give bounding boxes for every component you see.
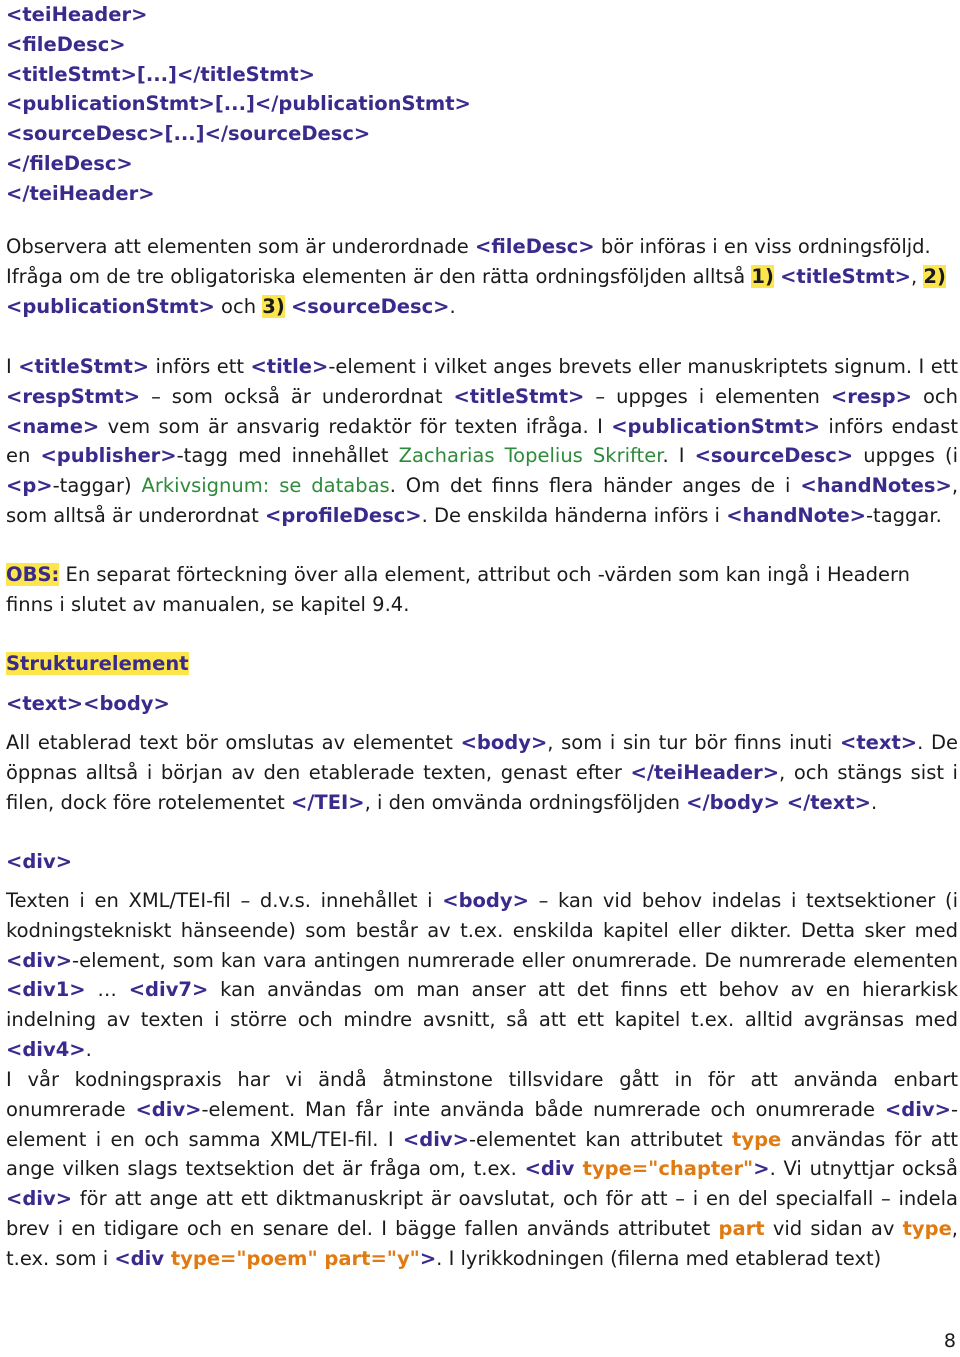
text-run: införs endast en bbox=[6, 414, 958, 468]
attribute-ref: type="chapter" bbox=[582, 1157, 754, 1181]
text-run: All etablerad text bör omslutas av elementet bbox=[6, 731, 461, 754]
attribute-ref: part bbox=[718, 1216, 765, 1240]
code-line: <titleStmt>[...]</titleStmt> bbox=[6, 62, 316, 86]
text-run: , som i sin tur bör finns inuti bbox=[547, 731, 840, 754]
tag-ref: <sourceDesc> bbox=[290, 294, 450, 318]
text-run: vem som är ansvarig redaktör för texten ifråga. I bbox=[99, 414, 612, 438]
text-run: , i den omvända ordningsföljden bbox=[364, 790, 687, 814]
tag-ref: <div> bbox=[6, 1187, 73, 1211]
text-run: . Vi utnyttjar också bbox=[769, 1157, 958, 1181]
paragraph-obs bbox=[6, 560, 958, 620]
green-value: Arkivsignum: se databas bbox=[141, 474, 390, 498]
tag-ref: > bbox=[419, 1246, 437, 1270]
heading-text: Strukturelement bbox=[6, 652, 189, 675]
tei-header-code-block bbox=[6, 0, 958, 209]
text-run: . I lyrikkodningen (filerna med etablerad text) bbox=[436, 1246, 882, 1270]
paragraph-div bbox=[6, 886, 958, 1065]
text-run: användas för att ange vilken slags textsektion det är fråga om, t.ex. bbox=[6, 1127, 958, 1181]
text-run: . De öppnas alltså i början av den etablerade texten, genast efter bbox=[6, 731, 959, 784]
tag-ref: <name> bbox=[6, 414, 100, 438]
tag-ref: <publicationStmt> bbox=[611, 414, 821, 438]
obs-label: OBS: bbox=[6, 563, 60, 586]
text-run: vid sidan av bbox=[764, 1216, 903, 1240]
text-run: . De enskilda händerna införs i bbox=[421, 503, 727, 527]
tag-ref: <handNote> bbox=[726, 503, 867, 527]
text-run: . I bbox=[662, 444, 695, 468]
text-run: I bbox=[6, 355, 19, 378]
text-run: och bbox=[214, 294, 263, 318]
tag-ref: <div1> bbox=[6, 978, 86, 1002]
code-line: </teiHeader> bbox=[6, 181, 155, 205]
text-run: . bbox=[449, 294, 456, 318]
text-run: , bbox=[911, 264, 924, 288]
text-run: bör införas i en viss ordningsföljd. Ifråga om de tre obligatoriska elementen är den rätta ordningsföljden alltså bbox=[6, 235, 931, 288]
tag-ref: <div> bbox=[884, 1097, 951, 1121]
text-run: – uppges i elementen bbox=[584, 384, 831, 408]
text-run: Observera att elementen som är underordnade bbox=[6, 235, 475, 258]
text-run: -taggar. bbox=[866, 503, 942, 527]
code-line: <teiHeader> bbox=[6, 3, 148, 26]
text-run: . Om det finns flera händer anges de i bbox=[389, 474, 801, 498]
text-run: kan användas om man anser att det finns ett behov av en hierarkisk indelning av texten i större och mindre avsnitt, så att ett kapitel t.ex. alltid avgränsas med bbox=[6, 978, 959, 1032]
text-run: . bbox=[85, 1037, 92, 1061]
text-run: uppges (i bbox=[853, 444, 958, 468]
section-heading bbox=[6, 649, 958, 679]
paragraph-div-practice bbox=[6, 1065, 958, 1274]
page-number: 8 bbox=[943, 1330, 956, 1352]
highlight-number: 3) bbox=[262, 294, 285, 318]
text-run: -elementet kan attributet bbox=[468, 1127, 733, 1151]
text-run: … bbox=[85, 978, 129, 1002]
text-run: Texten i en XML/TEI-fil – d.v.s. innehållet i bbox=[6, 889, 443, 912]
tag-ref: <handNotes> bbox=[800, 474, 952, 498]
text-run: -element i vilket anges brevets eller manuskriptets signum. I ett bbox=[328, 355, 959, 378]
text-run: för att ange att ett diktmanuskript är oavslutat, och för att – i en del specialfall – indela brev i en tidigare och en senare del. I bägge fallen används attributet bbox=[6, 1187, 958, 1240]
highlight-number: 2) bbox=[923, 264, 946, 288]
text-run: , och stängs sist i filen, dock före rotelementet bbox=[6, 760, 958, 814]
tag-ref: <profileDesc> bbox=[265, 503, 422, 527]
tag-ref: <body> bbox=[460, 731, 548, 754]
text-run: I vår kodningspraxis har vi ändå åtminstone tillsvidare gått in för att använda enbart onumrerade bbox=[6, 1068, 958, 1121]
tag-ref: </TEI> bbox=[290, 790, 365, 814]
subheading-div: <div> bbox=[6, 850, 73, 873]
attribute-ref: type bbox=[732, 1127, 782, 1151]
tag-ref: <div bbox=[114, 1246, 171, 1270]
text-run: -element. Man får inte använda både numrerade och onumrerade bbox=[201, 1097, 885, 1121]
text-run: . bbox=[871, 790, 878, 814]
text-run: , som alltså är underordnat bbox=[6, 474, 959, 527]
text-run: -taggar) bbox=[52, 474, 142, 498]
tag-ref: <resp> bbox=[830, 384, 912, 408]
tag-ref: <body> bbox=[442, 889, 529, 912]
tag-ref: > bbox=[753, 1157, 770, 1181]
highlight-number: 1) bbox=[751, 264, 774, 288]
tag-ref: <titleStmt> bbox=[453, 384, 585, 408]
paragraph-order bbox=[6, 232, 958, 321]
tag-ref: <publisher> bbox=[40, 444, 177, 468]
tag-ref: <publicationStmt> bbox=[6, 294, 215, 318]
tag-ref: </teiHeader> bbox=[630, 760, 780, 784]
paragraph-body bbox=[6, 728, 958, 817]
tag-ref: <titleStmt> bbox=[18, 355, 150, 378]
paragraph-titlestmt bbox=[6, 352, 958, 531]
text-run: och bbox=[911, 384, 958, 408]
tag-ref: <div7> bbox=[128, 978, 209, 1002]
code-line: <fileDesc> bbox=[6, 32, 126, 56]
tag-ref: <respStmt> bbox=[6, 384, 141, 408]
tag-ref: <fileDesc> bbox=[475, 235, 595, 258]
tag-ref: <titleStmt> bbox=[780, 264, 912, 288]
tag-ref: </body> </text> bbox=[686, 790, 871, 814]
tag-ref: <text> bbox=[840, 731, 918, 754]
text-run: införs ett bbox=[149, 355, 251, 378]
tag-ref: <p> bbox=[6, 474, 53, 498]
text-run: – som också är underordnat bbox=[140, 384, 454, 408]
text-run: -element i en och samma XML/TEI-fil. I bbox=[6, 1097, 958, 1151]
text-run: -tagg med innehållet bbox=[176, 444, 399, 468]
tag-ref: <sourceDesc> bbox=[694, 444, 854, 468]
attribute-ref: type="poem" part="y" bbox=[170, 1246, 420, 1270]
tag-ref: <div> bbox=[6, 948, 73, 972]
code-line: </fileDesc> bbox=[6, 151, 133, 175]
tag-ref: <div4> bbox=[6, 1037, 86, 1061]
tag-ref: <div> bbox=[135, 1097, 202, 1121]
tag-ref: <div bbox=[524, 1157, 583, 1181]
text-run: , t.ex. som i bbox=[6, 1216, 958, 1270]
green-value: Zacharias Topelius Skrifter bbox=[398, 444, 663, 468]
text-run: – kan vid behov indelas i textsektioner (i kodningstekniskt hänseende) som består av t.ex. enskilda kapitel eller dikter. Detta sker med bbox=[6, 889, 958, 942]
code-line: <publicationStmt>[...]</publicationStmt> bbox=[6, 92, 471, 116]
text-run: En separat förteckning över alla element, attribut och -värden som kan ingå i Headern finns i slutet av manualen, se kapitel 9.4. bbox=[6, 563, 911, 616]
text-run: -element, som kan vara antingen numrerade eller onumrerade. De numrerade elementen bbox=[72, 948, 958, 972]
code-line: <sourceDesc>[...]</sourceDesc> bbox=[6, 122, 371, 146]
subheading-text-body: <text><body> bbox=[6, 692, 170, 715]
tag-ref: <div> bbox=[402, 1127, 469, 1151]
attribute-ref: type bbox=[902, 1216, 952, 1240]
tag-ref: <title> bbox=[250, 355, 329, 378]
